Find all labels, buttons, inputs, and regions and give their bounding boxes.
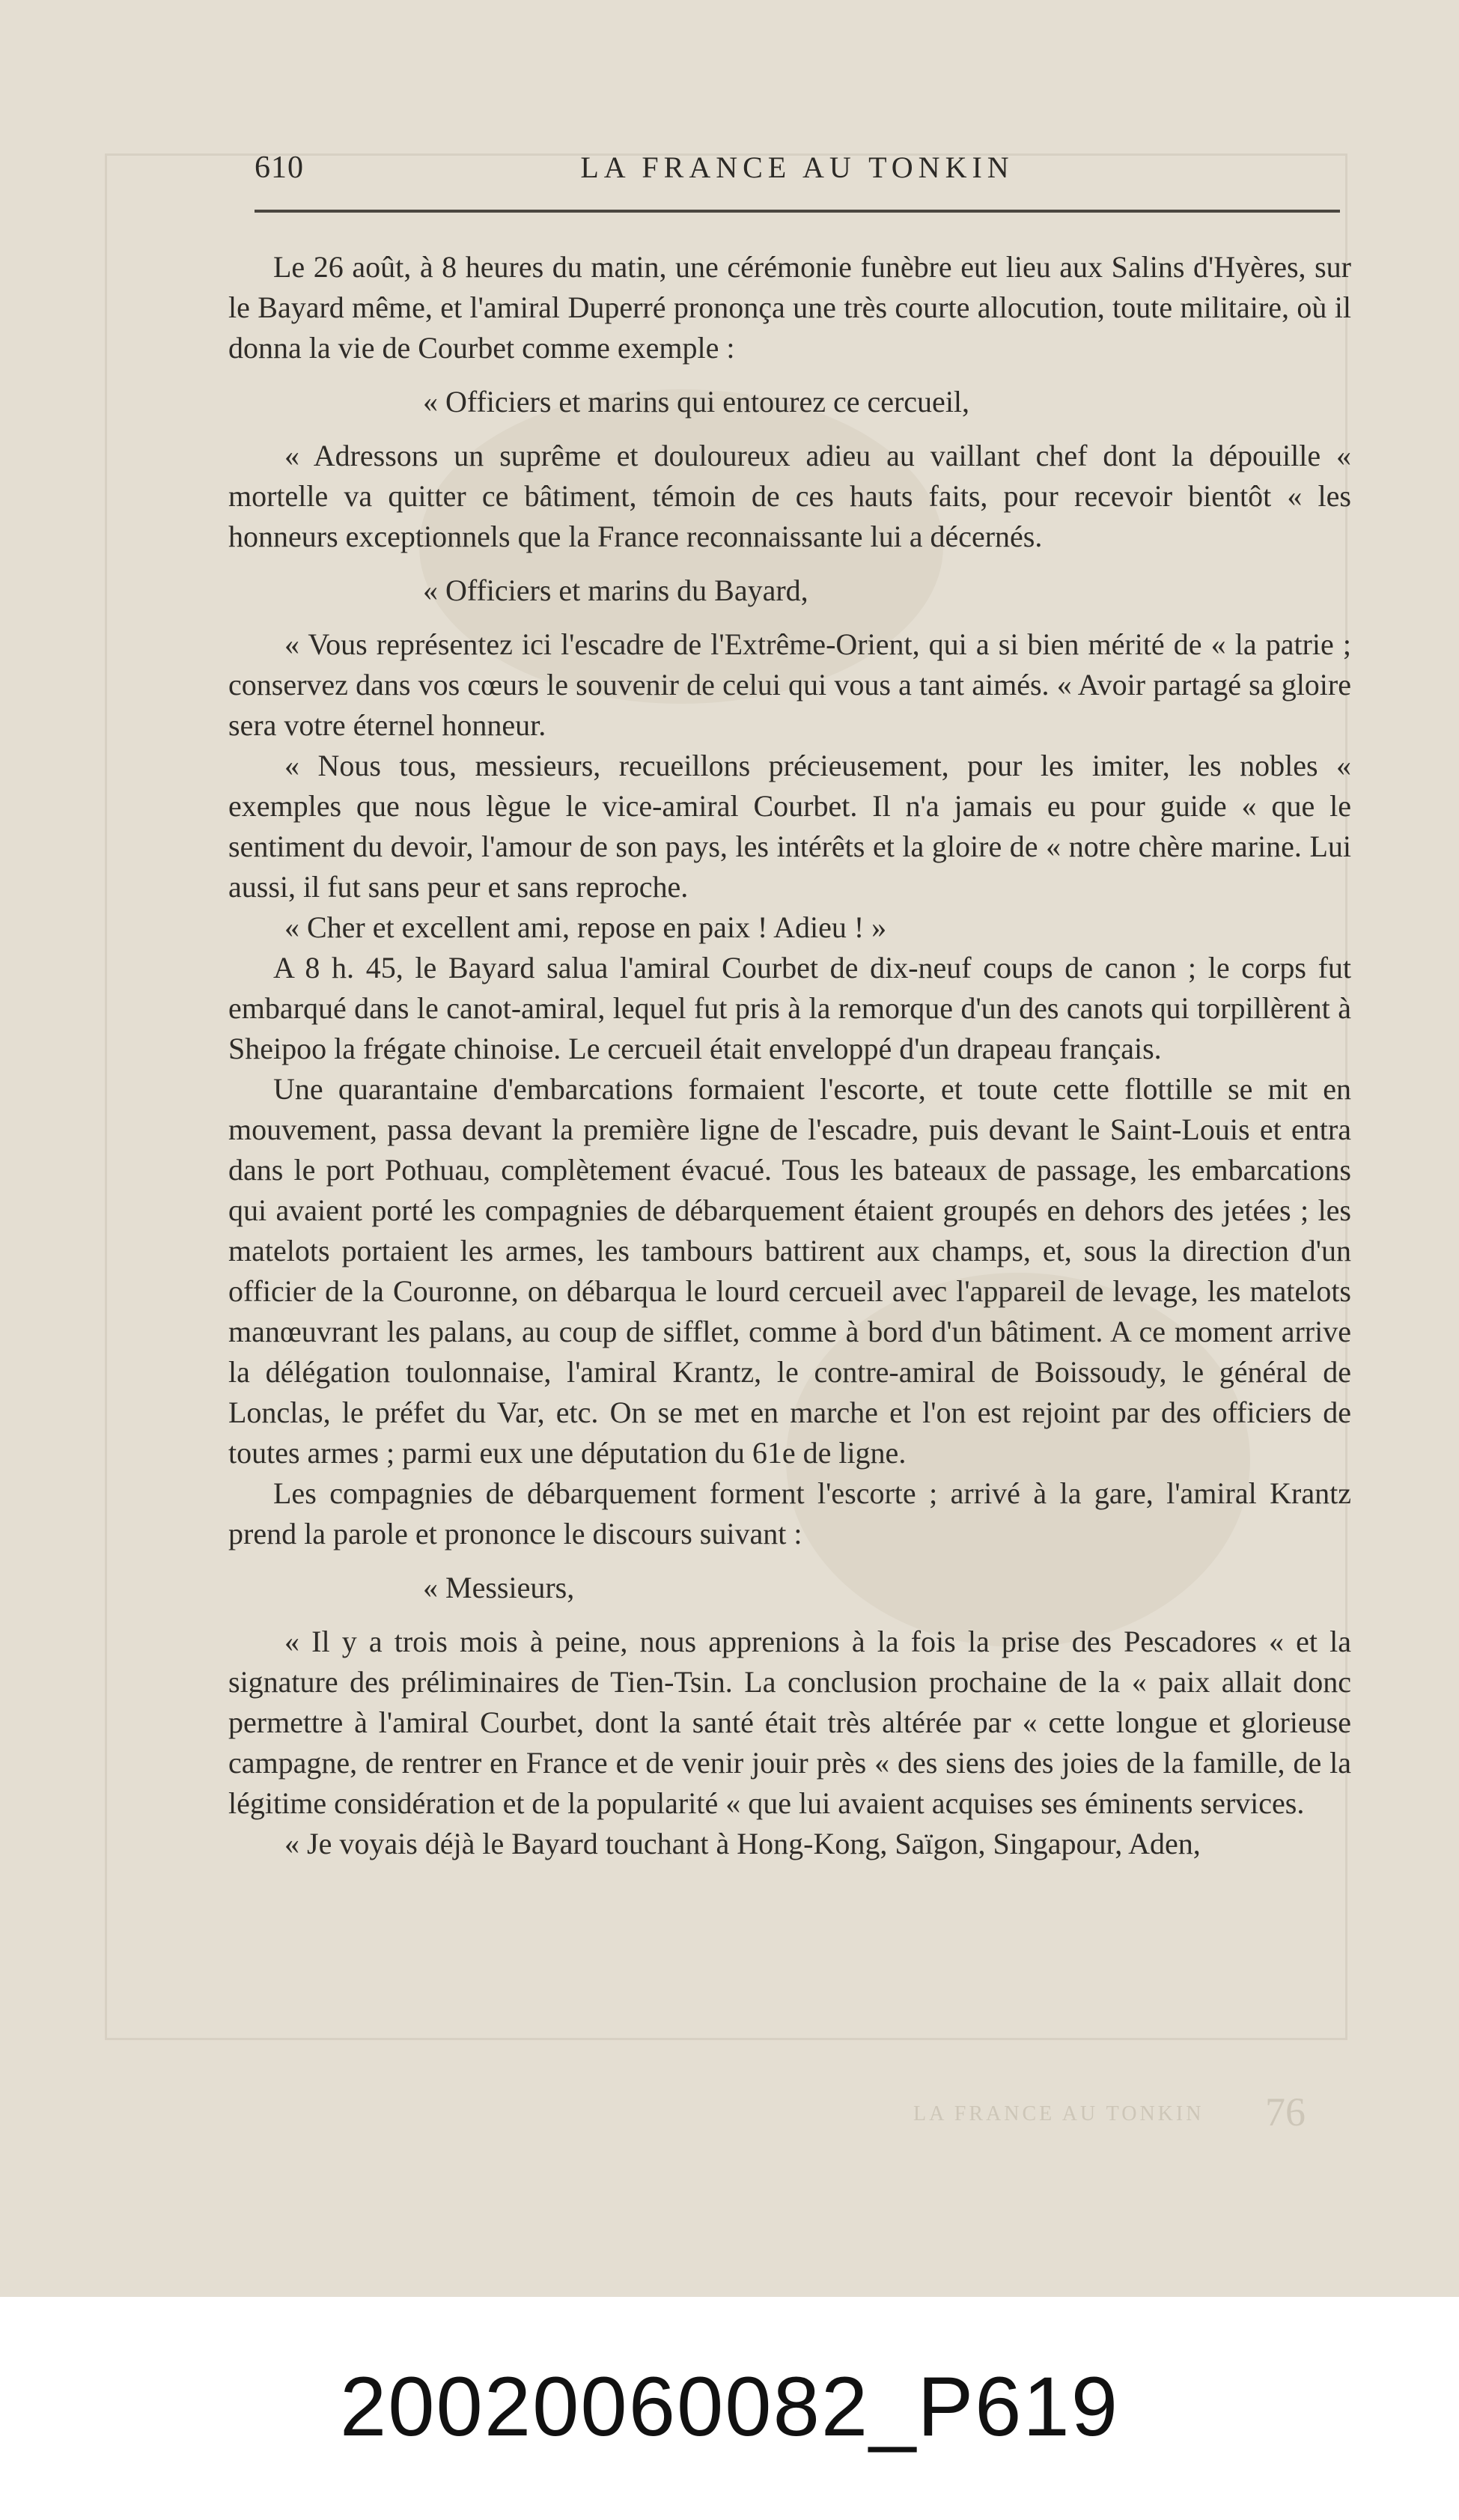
show-through-title: LA FRANCE AU TONKIN xyxy=(913,2102,1204,2125)
book-title: LA FRANCE AU TONKIN xyxy=(580,150,1014,184)
paragraph: A 8 h. 45, le Bayard salua l'amiral Courbet de dix-neuf coups de canon ; le corps fut embarqué dans le canot-amiral, lequel fut pris à la remorque d'un des canots qui torpillèrent à Sheipoo la frégate chinoise. Le cercueil était enveloppé d'un drapeau français. xyxy=(228,951,1351,1065)
paragraph: Le 26 août, à 8 heures du matin, une cérémonie funèbre eut lieu aux Salins d'Hyères, sur le Bayard même, et l'amiral Duperré prononça une très courte allocution, toute militaire, où il donna la vie de Courbet comme exemple : xyxy=(228,250,1351,365)
running-head xyxy=(255,150,1340,195)
speech-paragraph: « Nous tous, messieurs, recueillons précieusement, pour les imiter, les nobles « exemples que nous lègue le vice-amiral Courbet. Il n'a jamais eu pour guide « que le sentiment du devoir, l'amour de son pays, les intérêts et la gloire de « notre chère marine. Lui aussi, il fut sans peur et sans reproche. xyxy=(228,749,1351,904)
image-identifier: 20020060082_P619 xyxy=(339,2360,1120,2453)
show-through-page-number: 76 xyxy=(1265,2090,1306,2134)
header-rule xyxy=(255,210,1340,213)
speech-paragraph: « Vous représentez ici l'escadre de l'Extrême-Orient, qui a si bien mérité de « la patrie ; conservez dans vos cœurs le souvenir de celui qui vous a tant aimés. « Avoir partagé sa gloire sera votre éternel honneur. xyxy=(228,627,1351,742)
page-number: 610 xyxy=(255,150,304,185)
paragraph: Une quarantaine d'embarcations formaient l'escorte, et toute cette flottille se mit en mouvement, passa devant la première ligne de l'escadre, puis devant le Saint-Louis et entra dans le port Pothuau, complètement évacué. Tous les bateaux de passage, les embarcations qui avaient porté les compagnies de débarquement étaient groupés en dehors des jetées ; les matelots portaient les armes, les tambours battirent aux champs, et, sous la direction d'un officier de la Couronne, on débarqua le lourd cercueil avec l'appareil de levage, les matelots manœuvrant les palans, au coup de sifflet, comme à bord d'un bâtiment. A ce moment arrive la délégation toulonnaise, l'amiral Krantz, le contre-amiral de Boissoudy, le général de Lonclas, le préfet du Var, etc. On se met en marche et l'on est rejoint par des officiers de toutes armes ; parmi eux une députation du 61e de ligne. xyxy=(228,1072,1351,1470)
speech-salutation: « Officiers et marins du Bayard, xyxy=(423,573,808,607)
speech-paragraph: « Cher et excellent ami, repose en paix ! Adieu ! » xyxy=(284,910,887,944)
speech-salutation: « Officiers et marins qui entourez ce cercueil, xyxy=(423,385,970,419)
speech-paragraph: « Adressons un suprême et douloureux adieu au vaillant chef dont la dépouille « mortelle va quitter ce bâtiment, témoin de ces hauts faits, pour recevoir bientôt « les honneurs exceptionnels que la France reconnaissante lui a décernés. xyxy=(228,439,1351,553)
speech-paragraph: « Il y a trois mois à peine, nous apprenions à la fois la prise des Pescadores « et la signature des préliminaires de Tien-Tsin. La conclusion prochaine de la « paix allait donc permettre à l'amiral Courbet, dont la santé était très altérée par « cette longue et glorieuse campagne, de rentrer en France et de venir jouir près « des siens des joies de la famille, de la légitime considération et de la popularité « que lui avaient acquises ses éminents services. xyxy=(228,1625,1351,1820)
paragraph: Les compagnies de débarquement forment l'escorte ; arrivé à la gare, l'amiral Krantz prend la parole et prononce le discours suivant : xyxy=(228,1476,1351,1550)
speech-paragraph: « Je voyais déjà le Bayard touchant à Hong-Kong, Saïgon, Singapour, Aden, xyxy=(284,1827,1201,1860)
speech-salutation: « Messieurs, xyxy=(423,1571,575,1604)
body-text xyxy=(228,247,1351,1864)
